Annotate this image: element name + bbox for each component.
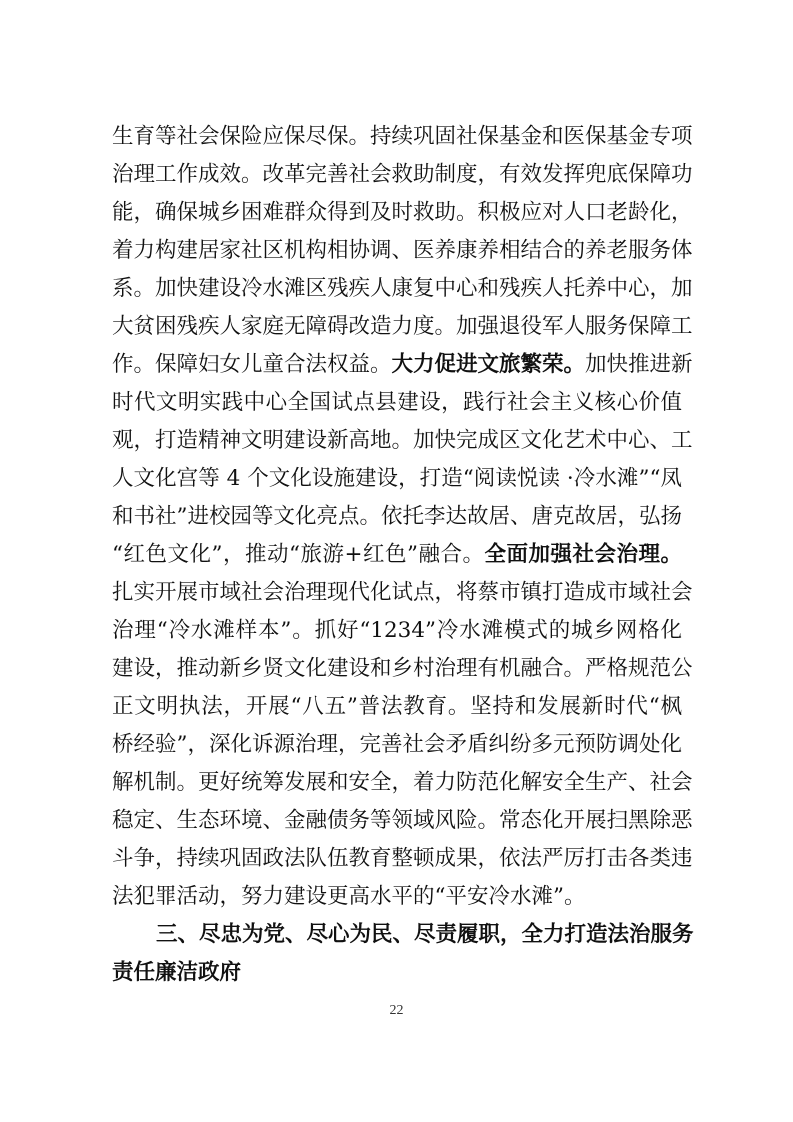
paragraph-line: 治理工作成效。改革完善社会救助制度，有效发挥兜底保障功 <box>112 162 693 187</box>
paragraph-line: 建设，推动新乡贤文化建设和乡村治理有机融合。严格规范公 <box>112 656 693 681</box>
plain-text: 加快推进新 <box>585 352 693 377</box>
paragraph-line: 观，打造精神文明建设新高地。加快完成区文化艺术中心、工 <box>112 428 693 453</box>
bold-subheading: 全面加强社会治理。 <box>484 542 682 567</box>
section-heading: 三、尽忠为党、尽心为民、尽责履职，全力打造法治服务 <box>156 922 694 947</box>
paragraph-line: 生育等社会保险应保尽保。持续巩固社保基金和医保基金专项 <box>112 124 693 149</box>
paragraph-line: 正文明执法，开展“八五”普法教育。坚持和发展新时代“枫 <box>112 694 682 719</box>
paragraph-line: 着力构建居家社区机构相协调、医养康养相结合的养老服务体 <box>112 238 693 263</box>
plain-text: 作。保障妇女儿童合法权益。 <box>112 352 392 377</box>
paragraph-line: 系。加快建设冷水滩区残疾人康复中心和残疾人托养中心，加 <box>112 276 693 301</box>
paragraph-line: 能，确保城乡困难群众得到及时救助。积极应对人口老龄化， <box>112 200 693 225</box>
paragraph-line: 斗争，持续巩固政法队伍教育整顿成果，依法严厉打击各类违 <box>112 846 693 871</box>
plain-text: “红色文化”，推动“旅游+红色”融合。 <box>112 542 485 567</box>
page-number: 22 <box>389 1003 404 1018</box>
paragraph-line <box>112 540 682 570</box>
paragraph-line: 解机制。更好统筹发展和安全，着力防范化解安全生产、社会 <box>112 770 693 795</box>
paragraph-line: 稳定、生态环境、金融债务等领域风险。常态化开展扫黑除恶 <box>112 808 693 833</box>
paragraph-line <box>112 350 693 380</box>
paragraph-line: 治理“冷水滩样本”。抓好“1234”冷水滩模式的城乡网格化 <box>112 618 682 643</box>
section-heading: 责任廉洁政府 <box>112 960 242 985</box>
paragraph-line: 大贫困残疾人家庭无障碍改造力度。加强退役军人服务保障工 <box>112 314 693 339</box>
paragraph-line: 和书社”进校园等文化亮点。依托李达故居、唐克故居，弘扬 <box>112 504 682 529</box>
paragraph-line: 桥经验”，深化诉源治理，完善社会矛盾纠纷多元预防调处化 <box>112 732 682 757</box>
paragraph-line: 扎实开展市域社会治理现代化试点，将蔡市镇打造成市域社会 <box>112 580 693 605</box>
paragraph-line: 法犯罪活动，努力建设更高水平的“平安冷水滩”。 <box>112 884 586 909</box>
bold-subheading: 大力促进文旅繁荣。 <box>391 352 586 377</box>
paragraph-line: 人文化宫等 4 个文化设施建设，打造“阅读悦读 ·冷水滩”“凤 <box>112 466 682 491</box>
paragraph-line: 时代文明实践中心全国试点县建设，践行社会主义核心价值 <box>112 390 682 415</box>
